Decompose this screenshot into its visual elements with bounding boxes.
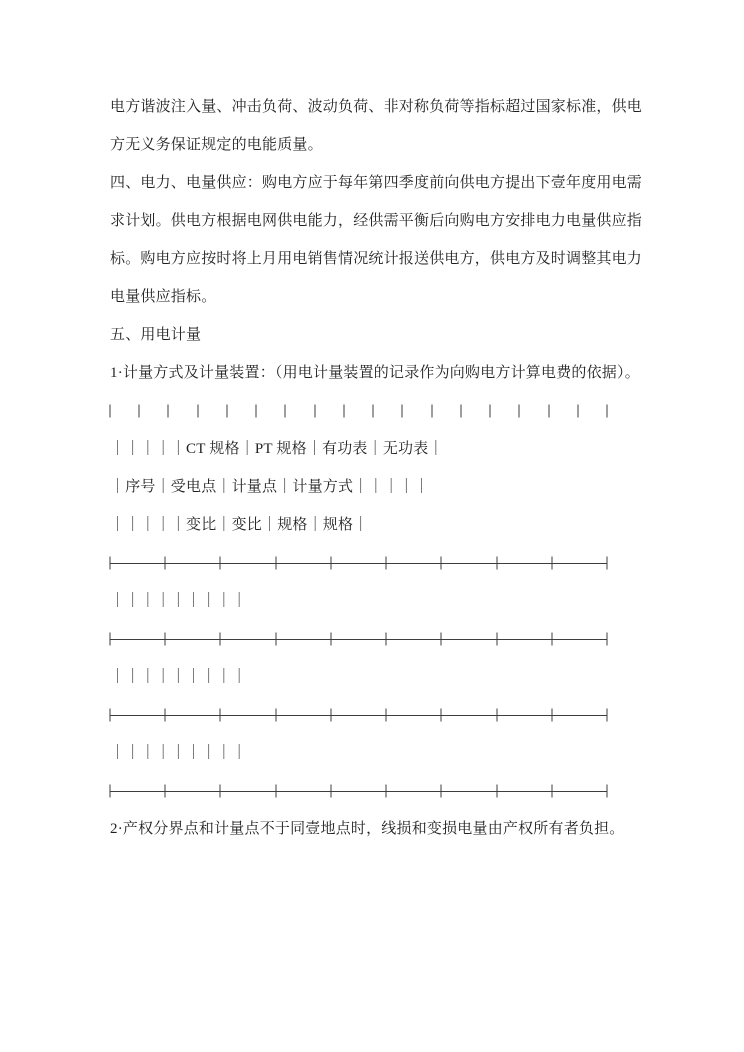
rule-tick: [496, 785, 497, 798]
document-text-line: 标。购电方应按时将上月用电销售情况统计报送供电方，供电方及时调整其电力: [110, 251, 643, 267]
rule-tick: [490, 405, 491, 418]
rule-tick: [220, 785, 221, 798]
rule-line: [110, 791, 607, 792]
table-tick-row: [110, 392, 607, 430]
rule-tick: [275, 633, 276, 646]
document-text-line: 四、电力、电量供应：购电方应于每年第四季度前向供电方提出下壹年度用电需: [110, 175, 643, 191]
rule-tick: [386, 633, 387, 646]
rule-tick: [607, 785, 608, 798]
table-horizontal-rule: [110, 620, 607, 658]
rule-tick: [607, 633, 608, 646]
rule-tick: [275, 785, 276, 798]
rule-tick: [607, 709, 608, 722]
rule-tick: [110, 785, 111, 798]
rule-line: [110, 715, 607, 716]
rule-tick: [551, 709, 552, 722]
rule-tick: [330, 785, 331, 798]
rule-tick: [431, 405, 432, 418]
document-text-line: 五、用电计量: [110, 327, 202, 343]
rule-tick: [220, 633, 221, 646]
rule-tick: [402, 405, 403, 418]
rule-tick: [220, 557, 221, 570]
rule-tick: [285, 405, 286, 418]
rule-tick: [607, 405, 608, 418]
document-text-line: ｜序号｜受电点｜计量点｜计量方式｜｜｜｜｜: [110, 479, 430, 495]
table-horizontal-rule: [110, 696, 607, 734]
table-horizontal-rule: [110, 772, 607, 810]
document-text-line: 电方谐波注入量、冲击负荷、波动负荷、非对称负荷等指标超过国家标准，供电: [110, 99, 643, 115]
rule-tick: [110, 633, 111, 646]
document-text-line: 2·产权分界点和计量点不于同壹地点时，线损和变损电量由产权所有者负担。: [110, 821, 625, 837]
rule-tick: [330, 633, 331, 646]
rule-tick: [165, 709, 166, 722]
rule-tick: [165, 633, 166, 646]
rule-tick: [386, 785, 387, 798]
rule-tick: [577, 405, 578, 418]
rule-tick: [343, 405, 344, 418]
rule-tick: [441, 557, 442, 570]
rule-tick: [139, 405, 140, 418]
rule-tick: [460, 405, 461, 418]
document-content: [110, 88, 643, 848]
rule-tick: [226, 405, 227, 418]
rule-tick: [386, 557, 387, 570]
rule-tick: [275, 709, 276, 722]
rule-tick: [551, 633, 552, 646]
rule-tick: [519, 405, 520, 418]
rule-tick: [441, 709, 442, 722]
rule-tick: [275, 557, 276, 570]
rule-tick: [314, 405, 315, 418]
rule-tick: [441, 785, 442, 798]
rule-tick: [496, 633, 497, 646]
rule-tick: [110, 405, 111, 418]
document-text-line: 求计划。供电方根据电网供电能力，经供需平衡后向购电方安排电力电量供应指: [110, 213, 643, 229]
rule-tick: [496, 709, 497, 722]
document-text-line: 1·计量方式及计量装置：（用电计量装置的记录作为向购电方计算电费的依据）。: [110, 365, 640, 381]
document-text-line: 方无义务保证规定的电能质量。: [110, 137, 323, 153]
document-text-line: ｜｜｜｜｜｜｜｜｜: [110, 669, 247, 685]
rule-tick: [110, 557, 111, 570]
rule-tick: [165, 557, 166, 570]
rule-tick: [256, 405, 257, 418]
rule-tick: [168, 405, 169, 418]
document-text-line: ｜｜｜｜｜CT 规格｜PT 规格｜有功表｜无功表｜: [110, 441, 444, 457]
document-text-line: ｜｜｜｜｜｜｜｜｜: [110, 593, 247, 609]
rule-tick: [373, 405, 374, 418]
rule-tick: [551, 557, 552, 570]
rule-tick: [496, 557, 497, 570]
rule-tick: [220, 709, 221, 722]
rule-tick: [110, 709, 111, 722]
rule-tick: [441, 633, 442, 646]
rule-line: [110, 563, 607, 564]
table-horizontal-rule: [110, 544, 607, 582]
rule-tick: [197, 405, 198, 418]
rule-tick: [386, 709, 387, 722]
document-text-line: ｜｜｜｜｜变比｜变比｜规格｜规格｜: [110, 517, 369, 533]
rule-tick: [551, 785, 552, 798]
document-text-line: 电量供应指标。: [110, 289, 217, 305]
rule-tick: [165, 785, 166, 798]
document-text-line: ｜｜｜｜｜｜｜｜｜: [110, 745, 247, 761]
rule-tick: [330, 709, 331, 722]
rule-line: [110, 639, 607, 640]
rule-tick: [548, 405, 549, 418]
rule-tick: [607, 557, 608, 570]
rule-tick: [330, 557, 331, 570]
